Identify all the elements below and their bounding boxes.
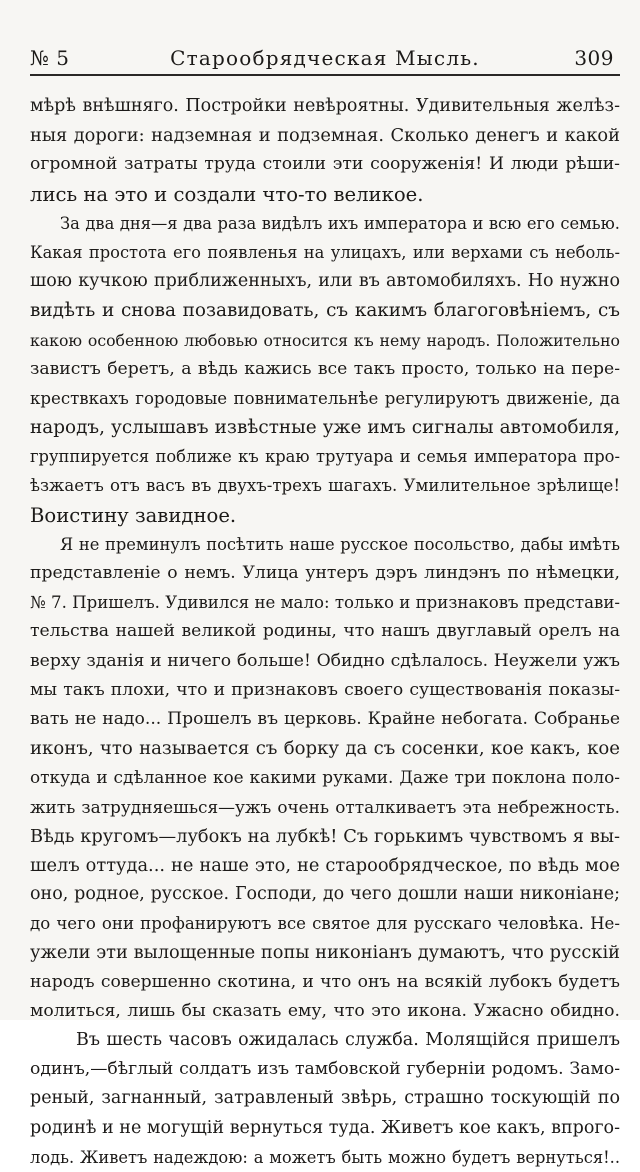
text-line: тельства нашей великой родины, что нашъ двуглавый орелъ на bbox=[30, 621, 620, 642]
running-header bbox=[30, 40, 620, 76]
text-line: мы такъ плохи, что и признаковъ своего существованія показы- bbox=[30, 679, 620, 700]
text-line: шелъ оттуда... не наше это, не старообрядческое, по вѣдь мое bbox=[30, 854, 620, 876]
body-text bbox=[30, 92, 620, 1172]
text-line: шою кучкою приближенныхъ, или въ автомобиляхъ. Но нужно bbox=[30, 271, 620, 292]
text-line: Какая простота его появленья на улицахъ, или верхами съ неболь- bbox=[30, 242, 620, 262]
text-line: За два дня—я два раза видѣлъ ихъ императора и всю его семью. bbox=[60, 213, 620, 233]
text-line: № 7. Пришелъ. Удивился не мало: только и признаковъ представи- bbox=[30, 593, 620, 613]
text-line: ужели эти вылощенные попы никоніанъ думаютъ, что русскій bbox=[30, 942, 620, 964]
text-line: откуда и сдѣланное кое какими руками. Даже три поклона поло- bbox=[30, 767, 620, 788]
text-line: ныя дороги: надземная и подземная. Сколько денегъ и какой bbox=[30, 125, 620, 147]
text-line: крествкахъ городовые повнимательнѣе регулируютъ движеніе, да bbox=[30, 388, 620, 408]
text-line: Я не преминулъ посѣтить наше русское посольство, дабы имѣть bbox=[60, 534, 620, 554]
text-line: лись на это и создали что-то великое. bbox=[30, 182, 424, 206]
text-line: народъ совершенно скотина, и что онъ на всякій лубокъ будетъ bbox=[30, 971, 620, 992]
text-line: вать не надо... Прошелъ въ церковь. Крайне небогата. Собранье bbox=[30, 708, 620, 729]
text-line: мѣрѣ внѣшняго. Постройки невѣроятны. Удивительныя желѣз- bbox=[30, 96, 620, 116]
text-line: завистъ беретъ, а вѣдь кажись все такъ просто, только на пере- bbox=[30, 358, 620, 379]
text-line: родинѣ и не могущій вернуться туда. Живетъ кое какъ, впрого- bbox=[30, 1117, 620, 1138]
text-line: лодь. Живетъ надеждою: а можетъ быть можно будетъ вернуться!.. bbox=[30, 1147, 620, 1167]
text-line: верху зданія и ничего больше! Обидно сдѣлалось. Неужели ужъ bbox=[30, 650, 620, 671]
journal-title: Старообрядческая Мысль. bbox=[170, 46, 480, 70]
text-line: какою особенною любовью относится къ нему народъ. Положительно bbox=[30, 330, 620, 350]
text-line: группируется поближе къ краю трутуара и семья императора про- bbox=[30, 447, 620, 467]
text-line: представленіе о немъ. Улица унтеръ дэръ линдэнъ по нѣмецки, bbox=[30, 563, 620, 583]
text-line: иконъ, что называется съ борку да съ сосенки, кое какъ, кое bbox=[30, 738, 620, 760]
text-line: огромной затраты труда стоили эти сооруженія! И люди рѣши- bbox=[30, 154, 620, 175]
text-line: видѣть и снова позавидовать, съ какимъ благоговѣніемъ, съ bbox=[30, 300, 620, 322]
text-line: реный, загнанный, затравленый звѣрь, страшно тоскующій по bbox=[30, 1088, 620, 1109]
text-line: народъ, услышавъ извѣстные уже имъ сигналы автомобиля, bbox=[30, 417, 620, 439]
text-line: молиться, лишь бы сказать ему, что это икона. Ужасно обидно. bbox=[30, 1000, 620, 1021]
text-line: Въ шесть часовъ ожидалась служба. Молящійся пришелъ bbox=[76, 1030, 620, 1050]
text-line: до чего они профанируютъ все святое для русскаго человѣка. Не- bbox=[30, 914, 620, 934]
issue-number: № 5 bbox=[30, 46, 70, 70]
text-line: ѣзжаетъ отъ васъ въ двухъ-трехъ шагахъ. Умилительное зрѣлище! bbox=[30, 476, 620, 496]
text-line: Воистину завидное. bbox=[30, 503, 237, 527]
text-line: жить затрудняешься—ужъ очень отталкиваетъ эта небрежность. bbox=[30, 796, 620, 817]
text-line: оно, родное, русское. Господи, до чего дошли наши никоніане; bbox=[30, 884, 620, 905]
text-line: Вѣдь кругомъ—лубокъ на лубкѣ! Съ горькимъ чувствомъ я вы- bbox=[30, 825, 620, 847]
page-number: 309 bbox=[574, 46, 614, 70]
text-line: одинъ,—бѣглый солдатъ изъ тамбовской губерніи родомъ. Замо- bbox=[30, 1059, 620, 1080]
